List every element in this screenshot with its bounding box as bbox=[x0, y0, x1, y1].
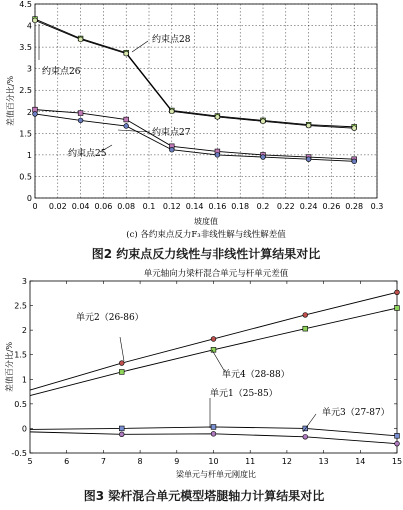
annotation-element-3: 单元3（27-87） bbox=[322, 408, 390, 418]
x-tick-label: 0.3 bbox=[370, 202, 384, 211]
data-point bbox=[211, 347, 216, 352]
data-point bbox=[306, 123, 311, 128]
annotation-point-27: 约束点27 bbox=[152, 128, 191, 138]
x-tick-label: 0.14 bbox=[185, 202, 204, 211]
data-point bbox=[169, 147, 174, 152]
x-tick-label: 0.16 bbox=[208, 202, 227, 211]
figure3-x-ticks bbox=[27, 281, 402, 466]
data-point bbox=[124, 117, 129, 122]
data-point bbox=[395, 433, 400, 438]
figure2-chart bbox=[5, 0, 383, 261]
data-point bbox=[119, 361, 124, 366]
data-point bbox=[261, 119, 266, 124]
y-tick-label: 1.5 bbox=[14, 350, 27, 360]
y-tick-label: 0 bbox=[21, 424, 27, 434]
figure2-plot-frame bbox=[35, 4, 377, 198]
data-point bbox=[33, 112, 38, 117]
annotation-element-2: 单元2（26-86） bbox=[76, 313, 144, 323]
data-point bbox=[33, 18, 38, 23]
figure2-grid bbox=[35, 4, 377, 198]
x-tick-label: 0.02 bbox=[48, 202, 67, 211]
figure3-chart-title: 单元轴向力梁杆混合单元与杆单元差值 bbox=[143, 269, 289, 279]
data-point bbox=[352, 126, 357, 131]
annotation-point-28: 约束点28 bbox=[152, 35, 191, 45]
data-point bbox=[124, 51, 129, 56]
x-tick-label: 0 bbox=[32, 202, 38, 211]
figure3-y-axis-label: 差值百分比/% bbox=[5, 341, 14, 393]
y-tick-label: 3 bbox=[26, 64, 32, 74]
data-point bbox=[261, 155, 266, 160]
y-tick-label: 3.5 bbox=[19, 43, 32, 53]
annotation-point-25: 约束点25 bbox=[68, 149, 107, 159]
x-tick-label: 0.24 bbox=[299, 202, 318, 211]
y-tick-label: 2.5 bbox=[14, 301, 27, 311]
x-tick-label: 5 bbox=[27, 457, 33, 466]
figure2-annotations bbox=[39, 24, 191, 159]
data-point bbox=[211, 425, 216, 430]
y-tick-label: 4 bbox=[26, 21, 32, 31]
y-tick-label: 1 bbox=[21, 375, 27, 385]
annotation-element-4: 单元4（28-88） bbox=[222, 370, 290, 380]
data-point bbox=[119, 370, 124, 375]
y-tick-label: 2.5 bbox=[19, 86, 32, 96]
y-tick-label: 2 bbox=[26, 107, 32, 117]
data-point bbox=[78, 111, 83, 116]
y-tick-label: 0.5 bbox=[19, 172, 32, 182]
x-tick-label: 10 bbox=[208, 457, 219, 466]
x-tick-label: 0.2 bbox=[256, 202, 270, 211]
y-tick-label: 0 bbox=[26, 194, 32, 203]
figure3-caption: 图3 梁杆混合单元模型塔腿轴力计算结果对比 bbox=[83, 489, 325, 503]
x-tick-label: 0.22 bbox=[276, 202, 295, 211]
annotation-leader-line bbox=[132, 41, 148, 52]
x-tick-label: 0.06 bbox=[94, 202, 113, 211]
x-tick-label: 9 bbox=[174, 457, 180, 466]
data-point bbox=[215, 115, 220, 120]
data-point bbox=[303, 326, 308, 331]
data-point bbox=[211, 431, 216, 436]
annotation-point-26: 约束点26 bbox=[42, 67, 81, 77]
data-point bbox=[215, 152, 220, 157]
data-point bbox=[119, 432, 124, 437]
figure2-y-axis-label: 差值百分比/% bbox=[6, 75, 15, 127]
x-tick-label: 0.04 bbox=[71, 202, 90, 211]
annotation-leader-line bbox=[212, 350, 225, 372]
data-point bbox=[352, 159, 357, 164]
y-tick-label: 1 bbox=[26, 150, 32, 160]
y-tick-label: 2 bbox=[21, 326, 27, 336]
x-tick-label: 0.18 bbox=[231, 202, 250, 211]
data-point bbox=[78, 37, 83, 42]
figure3-x-axis-label: 梁单元与杆单元刚度比 bbox=[176, 470, 256, 479]
x-tick-label: 0.1 bbox=[142, 202, 156, 211]
x-tick-label: 7 bbox=[100, 457, 106, 466]
y-tick-label: 4.5 bbox=[19, 0, 32, 9]
x-tick-label: 13 bbox=[318, 457, 329, 466]
x-tick-label: 11 bbox=[245, 457, 256, 466]
data-point bbox=[395, 306, 400, 311]
x-tick-label: 0.26 bbox=[322, 202, 341, 211]
figure2-x-axis-label: 坡度值 bbox=[194, 217, 218, 226]
data-point bbox=[124, 124, 129, 129]
data-point bbox=[211, 337, 216, 342]
y-tick-label: 1.5 bbox=[19, 129, 32, 139]
y-tick-label: 0.5 bbox=[14, 399, 27, 409]
data-point bbox=[78, 118, 83, 123]
figure2-caption: 图2 约束点反力线性与非线性计算结果对比 bbox=[91, 247, 321, 261]
figure2-x-ticks bbox=[32, 202, 383, 211]
data-point bbox=[395, 441, 400, 446]
x-tick-label: 6 bbox=[64, 457, 70, 466]
x-tick-label: 8 bbox=[137, 457, 143, 466]
data-point bbox=[395, 290, 400, 295]
annotation-leader-line bbox=[120, 337, 124, 361]
x-tick-label: 12 bbox=[281, 457, 292, 466]
data-point bbox=[169, 109, 174, 114]
x-tick-label: 15 bbox=[391, 457, 403, 466]
x-tick-label: 0.08 bbox=[117, 202, 136, 211]
x-tick-label: 14 bbox=[355, 457, 366, 466]
x-tick-label: 0.12 bbox=[162, 202, 181, 211]
annotation-element-1: 单元1（25-85） bbox=[210, 389, 278, 399]
data-point bbox=[306, 157, 311, 162]
figure3-chart bbox=[4, 268, 402, 503]
figure2-y-ticks bbox=[19, 0, 32, 203]
data-point bbox=[303, 313, 308, 318]
data-point bbox=[303, 434, 308, 439]
y-tick-label: -0.5 bbox=[11, 449, 27, 458]
x-tick-label: 0.28 bbox=[345, 202, 364, 211]
data-point bbox=[119, 426, 124, 431]
figure2-subcaption: (c) 各约束点反力F₃非线性解与线性解差值 bbox=[126, 230, 286, 240]
y-tick-label: 3 bbox=[21, 277, 27, 286]
